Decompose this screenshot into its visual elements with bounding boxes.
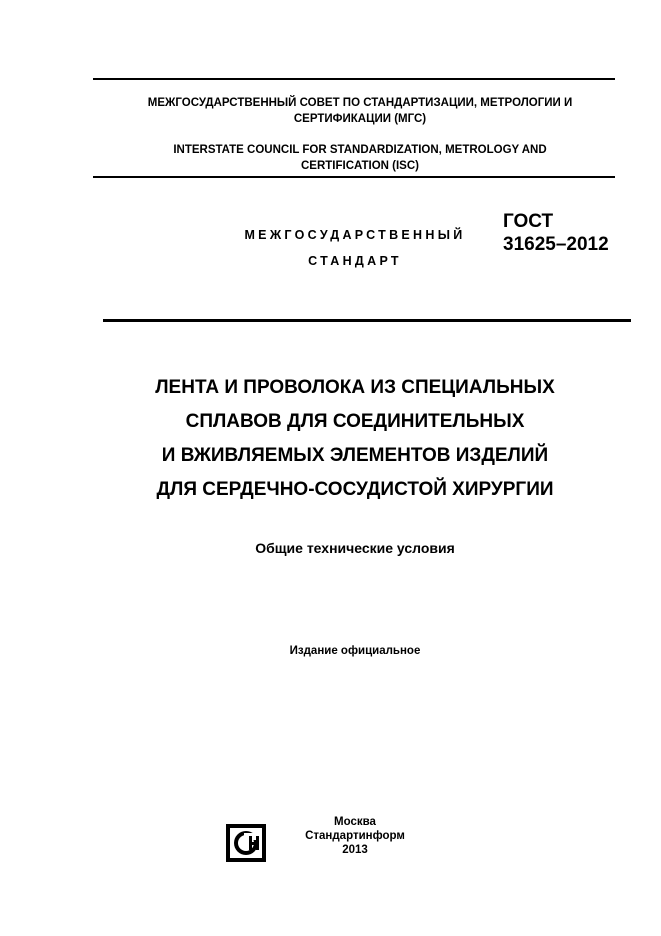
standard-label-line2: СТАНДАРТ bbox=[308, 254, 402, 268]
council-name-en-line2: CERTIFICATION (ISC) bbox=[301, 160, 419, 172]
document-title-line: И ВЖИВЛЯЕМЫХ ЭЛЕМЕНТОВ ИЗДЕЛИЙ bbox=[161, 445, 549, 466]
gost-code bbox=[503, 210, 609, 256]
publisher-block bbox=[290, 815, 420, 857]
document-title-line: СПЛАВОВ ДЛЯ СОЕДИНИТЕЛЬНЫХ bbox=[185, 411, 525, 432]
council-name-en-line1: INTERSTATE COUNCIL FOR STANDARDIZATION, METROLOGY AND bbox=[173, 144, 547, 156]
publisher-name: Стандартинформ bbox=[305, 830, 405, 842]
council-name-ru bbox=[100, 95, 620, 127]
council-name-ru-line1: МЕЖГОСУДАРСТВЕННЫЙ СОВЕТ ПО СТАНДАРТИЗАЦИИ, МЕТРОЛОГИИ И bbox=[147, 97, 573, 109]
publisher-city: Москва bbox=[334, 816, 376, 828]
gost-code-line2: 31625–2012 bbox=[503, 234, 609, 255]
title-separator-rule bbox=[103, 319, 631, 322]
top-rule bbox=[93, 78, 615, 80]
council-name-ru-line2: СЕРТИФИКАЦИИ (МГС) bbox=[293, 113, 427, 125]
document-title-line: ДЛЯ СЕРДЕЧНО-СОСУДИСТОЙ ХИРУРГИИ bbox=[156, 479, 554, 500]
council-name-en bbox=[100, 142, 620, 174]
standard-label-line1: МЕЖГОСУДАРСТВЕННЫЙ bbox=[244, 228, 466, 242]
edition-note: Издание официальное bbox=[289, 645, 421, 657]
document-title bbox=[80, 371, 630, 507]
document-title-line: ЛЕНТА И ПРОВОЛОКА ИЗ СПЕЦИАЛЬНЫХ bbox=[155, 377, 555, 398]
gost-code-line1: ГОСТ bbox=[503, 211, 554, 232]
header-bottom-rule bbox=[93, 176, 615, 178]
document-subtitle: Общие технические условия bbox=[255, 540, 455, 556]
standartinform-logo-icon bbox=[225, 823, 267, 863]
publisher-year: 2013 bbox=[342, 844, 368, 856]
